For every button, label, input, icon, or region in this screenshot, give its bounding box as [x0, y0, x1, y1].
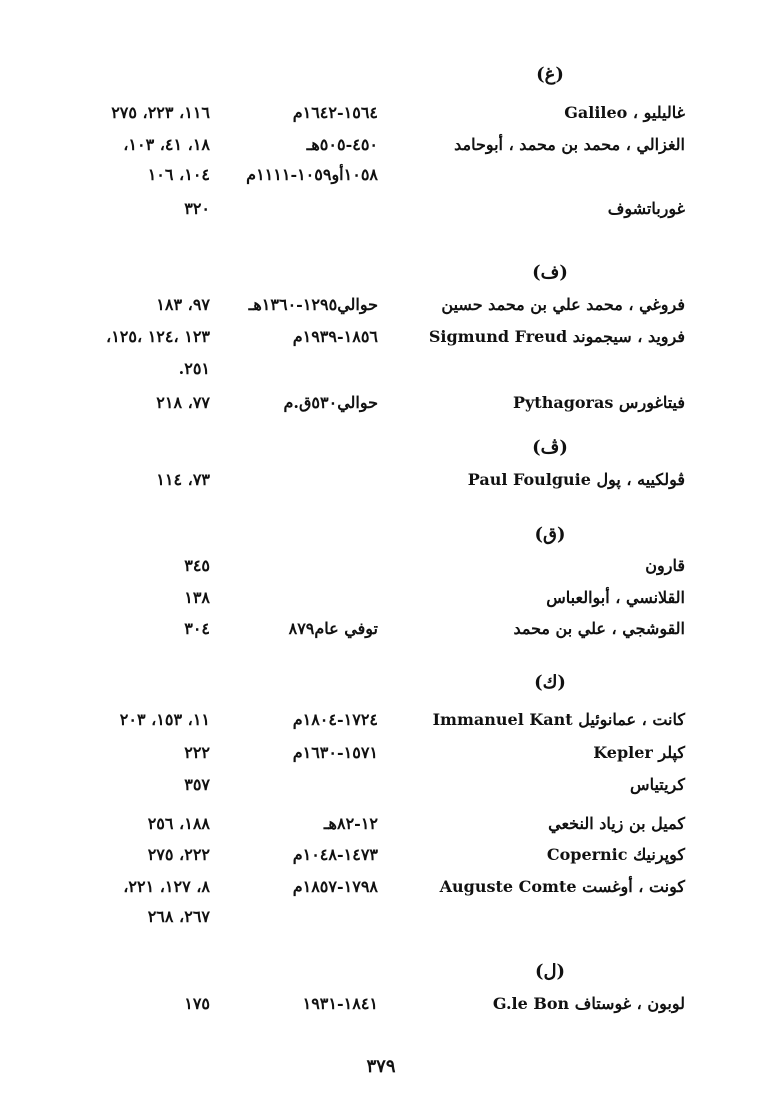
entry-name: القلانسي ، أبوالعباس	[546, 588, 685, 607]
entry-dates: ١٥٦٤-١٦٤٢م	[292, 103, 378, 122]
entry-name: كريتياس	[630, 775, 685, 794]
index-entry	[0, 327, 763, 353]
entry-pages: ٧٧، ٢١٨	[156, 393, 210, 412]
entry-dates: ١٨٥٦-١٩٣٩م	[292, 327, 378, 346]
entry-pages: ١٨، ٤١، ١٠٣،	[123, 135, 210, 154]
entry-name: كميل بن زياد النخعي	[548, 814, 685, 833]
index-entry	[0, 994, 763, 1020]
entry-name: فيتاغورس Pythagoras	[512, 393, 685, 412]
entry-name: كانت ، عمانوئيل Immanuel Kant	[432, 710, 685, 729]
entry-pages: ٢٢٢	[184, 743, 210, 762]
entry-name: فروغي ، محمد علي بن محمد حسين	[441, 295, 685, 314]
index-entry	[0, 199, 763, 225]
index-entry	[0, 619, 763, 645]
entry-name: القوشجي ، علي بن محمد	[513, 619, 685, 638]
entry-dates: ١٤٧٣-١٠٤٨م	[292, 845, 378, 864]
entry-dates: ١٥٧١-١٦٣٠م	[292, 743, 378, 762]
index-entry	[0, 103, 763, 129]
entry-pages: ٧٣، ١١٤	[156, 470, 210, 489]
entry-dates: ١٠٥٨أو١٠٥٩-١١١١م	[246, 165, 378, 184]
index-entry	[0, 743, 763, 769]
entry-name: لوبون ، غوستاف G.le Bon	[492, 994, 685, 1013]
section-heading-ghain: (غ)	[536, 64, 564, 85]
entry-dates: ١٨٤١-١٩٣١	[302, 994, 378, 1013]
section-heading-fa: (ف)	[532, 262, 568, 283]
section-heading-lam: (ل)	[534, 961, 566, 982]
entry-name: كونت ، أوغست Auguste Comte	[439, 877, 685, 896]
entry-dates: ١٢-٨٢هـ	[323, 814, 378, 833]
entry-name: غورباتشوف	[607, 199, 685, 218]
entry-pages: ١١٦، ٢٢٣، ٢٧٥	[111, 103, 210, 122]
index-entry	[0, 907, 763, 933]
index-entry	[0, 359, 763, 385]
index-entry	[0, 588, 763, 614]
entry-pages: ٩٧، ١٨٣	[156, 295, 210, 314]
section-heading-kaf: (ك)	[534, 672, 566, 693]
entry-pages: ٢٢٢، ٢٧٥	[147, 845, 210, 864]
entry-pages: ٣٠٤	[184, 619, 210, 638]
index-entry	[0, 710, 763, 736]
entry-pages: ٢٦٧، ٢٦٨	[147, 907, 210, 926]
entry-pages: ١٣٨	[184, 588, 210, 607]
section-heading-qaf: (ق)	[534, 524, 566, 545]
entry-pages: ٣٤٥	[184, 556, 210, 575]
entry-pages: ١١، ١٥٣، ٢٠٣	[119, 710, 210, 729]
section-heading-ve: (ڤ)	[532, 437, 568, 458]
index-entry	[0, 814, 763, 840]
entry-pages: ١٨٨، ٢٥٦	[147, 814, 210, 833]
entry-dates: توفي عام٨٧٩	[288, 619, 378, 638]
page-number: ٣٧٩	[366, 1056, 396, 1077]
index-entry	[0, 470, 763, 496]
entry-pages: ١٧٥	[184, 994, 210, 1013]
entry-pages: ١٢٣ ،١٢٤ ،١٢٥،	[106, 327, 210, 346]
index-entry	[0, 845, 763, 871]
entry-dates: حوالي١٢٩٥-١٣٦٠هـ	[248, 295, 378, 314]
entry-dates: ٤٥٠-٥٠٥هـ	[306, 135, 378, 154]
index-entry	[0, 556, 763, 582]
entry-dates: ١٧٩٨-١٨٥٧م	[292, 877, 378, 896]
entry-name: كپلر Kepler	[593, 743, 685, 762]
entry-name: الغزالي ، محمد بن محمد ، أبوحامد	[454, 135, 685, 154]
entry-pages: ٣٥٧	[184, 775, 210, 794]
entry-pages: ١٠٤، ١٠٦	[147, 165, 210, 184]
index-entry	[0, 295, 763, 321]
entry-pages: ٨، ١٢٧، ٢٢١،	[123, 877, 210, 896]
entry-dates: ١٧٢٤-١٨٠٤م	[292, 710, 378, 729]
entry-name: كوپرنيك Copernic	[546, 845, 685, 864]
entry-name: قارون	[645, 556, 685, 575]
entry-name: فرويد ، سيجموند Sigmund Freud	[428, 327, 685, 346]
index-entry	[0, 165, 763, 191]
index-entry	[0, 877, 763, 903]
entry-name: ڤولكييه ، پول Paul Foulguie	[467, 470, 685, 489]
entry-dates: حوالي٥٣٠ق.م	[283, 393, 378, 412]
entry-pages: ٢٥١.	[178, 359, 210, 378]
entry-pages: ٣٢٠	[184, 199, 210, 218]
entry-name: غاليليو ، Galileo	[564, 103, 685, 122]
index-entry	[0, 135, 763, 161]
index-entry	[0, 775, 763, 801]
index-entry	[0, 393, 763, 419]
